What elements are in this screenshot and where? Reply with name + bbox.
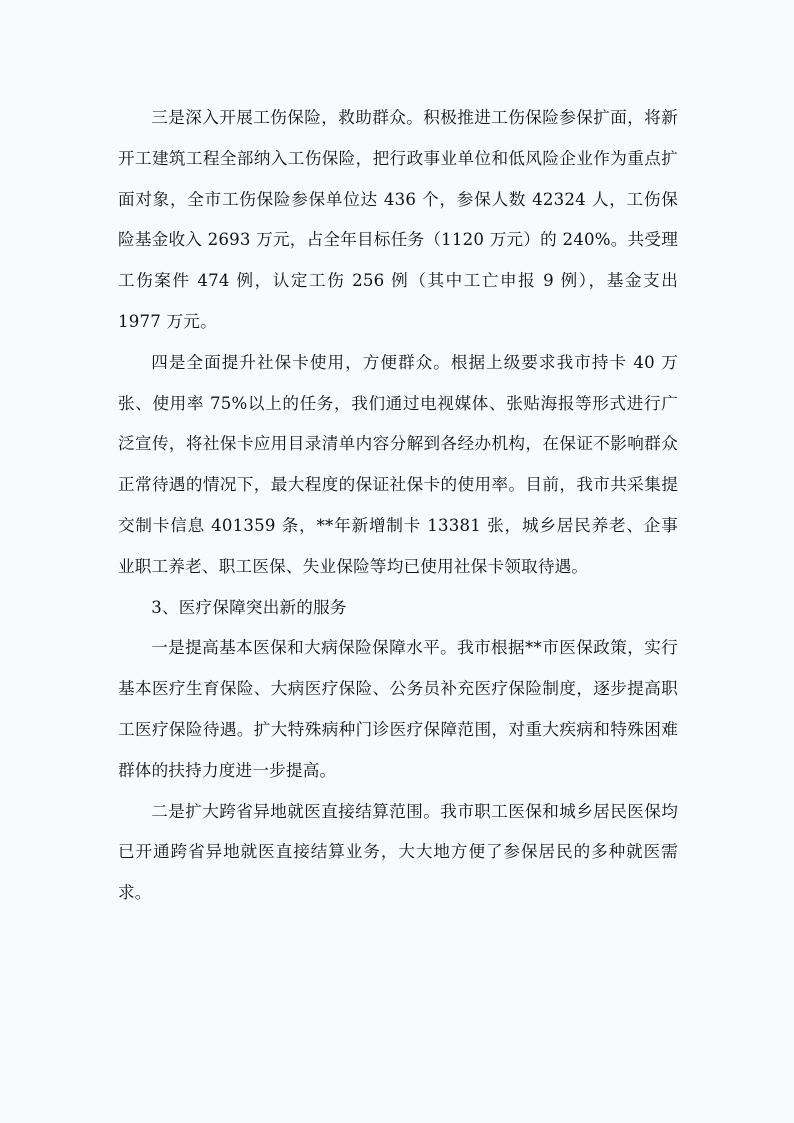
paragraph-work-injury-insurance: 三是深入开展工伤保险，救助群众。积极推进工伤保险参保扩面，将新开工建筑工程全部纳入工伤保险，把行政事业单位和低风险企业作为重点扩面对象，全市工伤保险参保单位达 436 个，参保人数 42324 人，工伤保险基金收入 2693 万元，占全年目标任务（1120 万元）的 240%。共受理工伤案件 474 例，认定工伤 256 例（其中工亡申报 9 例），基金支出 1977 万元。 <box>118 108 678 331</box>
document-body <box>118 98 678 914</box>
paragraph-medical-insurance-level: 一是提高基本医保和大病保险保障水平。我市根据**市医保政策，实行基本医疗生育保险、大病医疗保险、公务员补充医疗保险制度，逐步提高职工医疗保险待遇。扩大特殊病种门诊医疗保障范围，对重大疾病和特殊困难群体的扶持力度进一步提高。 <box>118 638 678 780</box>
paragraph-cross-province-settlement: 二是扩大跨省异地就医直接结算范围。我市职工医保和城乡居民医保均已开通跨省异地就医直接结算业务，大大地方便了参保居民的多种就医需求。 <box>118 801 678 903</box>
section-heading-medical-security: 3、医疗保障突出新的服务 <box>151 597 347 617</box>
paragraph-social-security-card: 四是全面提升社保卡使用，方便群众。根据上级要求我市持卡 40 万张、使用率 75%以上的任务，我们通过电视媒体、张贴海报等形式进行广泛宣传，将社保卡应用目录清单内容分解到各经办机构，在保证不影响群众正常待遇的情况下，最大程度的保证社保卡的使用率。目前，我市共采集提交制卡信息 401359 条，**年新增制卡 13381 张，城乡居民养老、企事业职工养老、职工医保、失业保险等均已使用社保卡领取待遇。 <box>118 352 678 576</box>
